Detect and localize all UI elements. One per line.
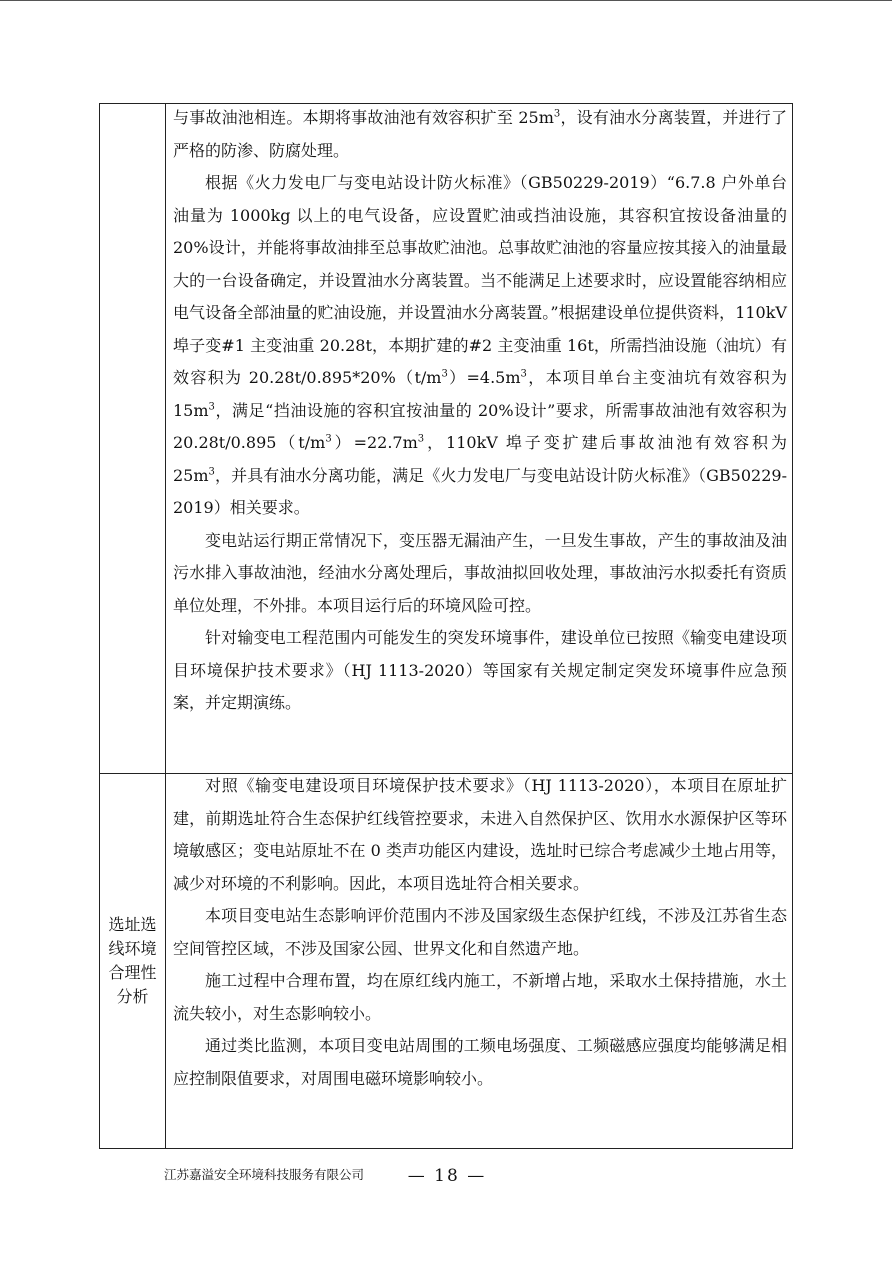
text-run: ）=22.7m [331,433,418,452]
paragraph-fire-standard [173,167,787,525]
paragraph-emergency-plan: 针对输变电工程范围内可能发生的突发环境事件，建设单位已按照《输变电建设项目环境保护技术要求》（HJ 1113-2020）等国家有关规定制定突发环境事件应急预案，并定期演练。 [173,628,787,712]
text-run: ）=4.5m [447,368,521,387]
paragraph-construction: 施工过程中合理布置，均在原红线内施工，不新增占地，采取水土保持措施，水土流失较小，对生态影响较小。 [173,971,787,1023]
superscript: 3 [417,433,425,445]
superscript: 3 [441,368,448,380]
risk-analysis-content [173,102,787,720]
superscript: 3 [520,368,527,380]
superscript: 3 [208,466,215,478]
superscript: 3 [208,401,215,413]
row-label-line: 合理性 [108,963,157,982]
table-column-divider [165,103,166,1149]
row-label-site-selection [101,913,164,1009]
text-run: 与事故油池相连。本期将事故油池有效容积扩至 25m [173,108,554,127]
site-selection-content [173,770,787,1095]
text-run: 根据《火力发电厂与变电站设计防火标准》（GB50229-2019）“6.7.8 户外单台油量为 1000kg 以上的电气设备，应设置贮油或挡油设施，其容积宜按设备油量的 20%设计，并能将事故油排至总事故贮油池。总事故贮油池的容量应按其接入的油量最大的一台设备确定，并设置油水分离装置。当不能满足上述要求时，应设置能容纳相应电气设备全部油量的贮油设施，并设置油水分离装置。”根据建设单位提供资料，110kV 埠子变#1 主变油重 20.28t，本期扩建的#2 主变油重 16t，所需挡油设施（油坑）有效容积为 20.28t/0.895*20%（t/m [173,173,787,387]
paragraph-oil-pool [173,102,787,167]
paragraph-ecology-redline: 本项目变电站生态影响评价范围内不涉及国家级生态保护红线，不涉及江苏省生态空间管控区域，不涉及国家公园、世界文化和自然遗产地。 [173,906,787,958]
text-run: ，本项目单台主变油坑有效容积为 15m [173,368,787,420]
text-run: ，并具有油水分离功能，满足《火力发电厂与变电站设计防火标准》（GB50229-2019）相关要求。 [173,465,787,517]
row-label-line: 选址选 [108,915,157,934]
paragraph-site-compliance: 对照《输变电建设项目环境保护技术要求》（HJ 1113-2020），本项目在原址扩建，前期选址符合生态保护红线管控要求，未进入自然保护区、饮用水水源保护区等环境敏感区；变电站原址不在 0 类声功能区内建设，选址时已综合考虑减少土地占用等，减少对环境的不利影响。因此，本项目选址符合相关要求。 [173,776,787,893]
row-label-line: 分析 [116,987,149,1006]
text-run: ，满足“挡油设施的容积宜按油量的 20%设计”要求，所需事故油池有效容积为 20.28t/0.895（t/m [173,400,787,452]
text-run: ，110kV 埠子变扩建后事故油池有效容积为 25m [173,433,787,485]
superscript: 3 [325,433,332,445]
paragraph-emf-monitoring: 通过类比监测，本项目变电站周围的工频电场强度、工频磁感应强度均能够满足相应控制限值要求，对周围电磁环境影响较小。 [173,1036,787,1088]
page-top-border [0,0,892,1]
paragraph-operation-risk: 变电站运行期正常情况下，变压器无漏油产生，一旦发生事故，产生的事故油及油污水排入事故油池，经油水分离处理后，事故油拟回收处理，事故油污水拟委托有资质单位处理，不外排。本项目运行后的环境风险可控。 [173,530,787,615]
text-run: ，设有油水分离装置，并进行了严格的防渗、防腐处理。 [173,108,787,160]
row-label-line: 线环境 [108,939,157,958]
superscript: 3 [553,108,561,120]
page-number: — 18 — [407,1166,487,1186]
footer-company: 江苏嘉溢安全环境科技服务有限公司 [164,1167,365,1182]
